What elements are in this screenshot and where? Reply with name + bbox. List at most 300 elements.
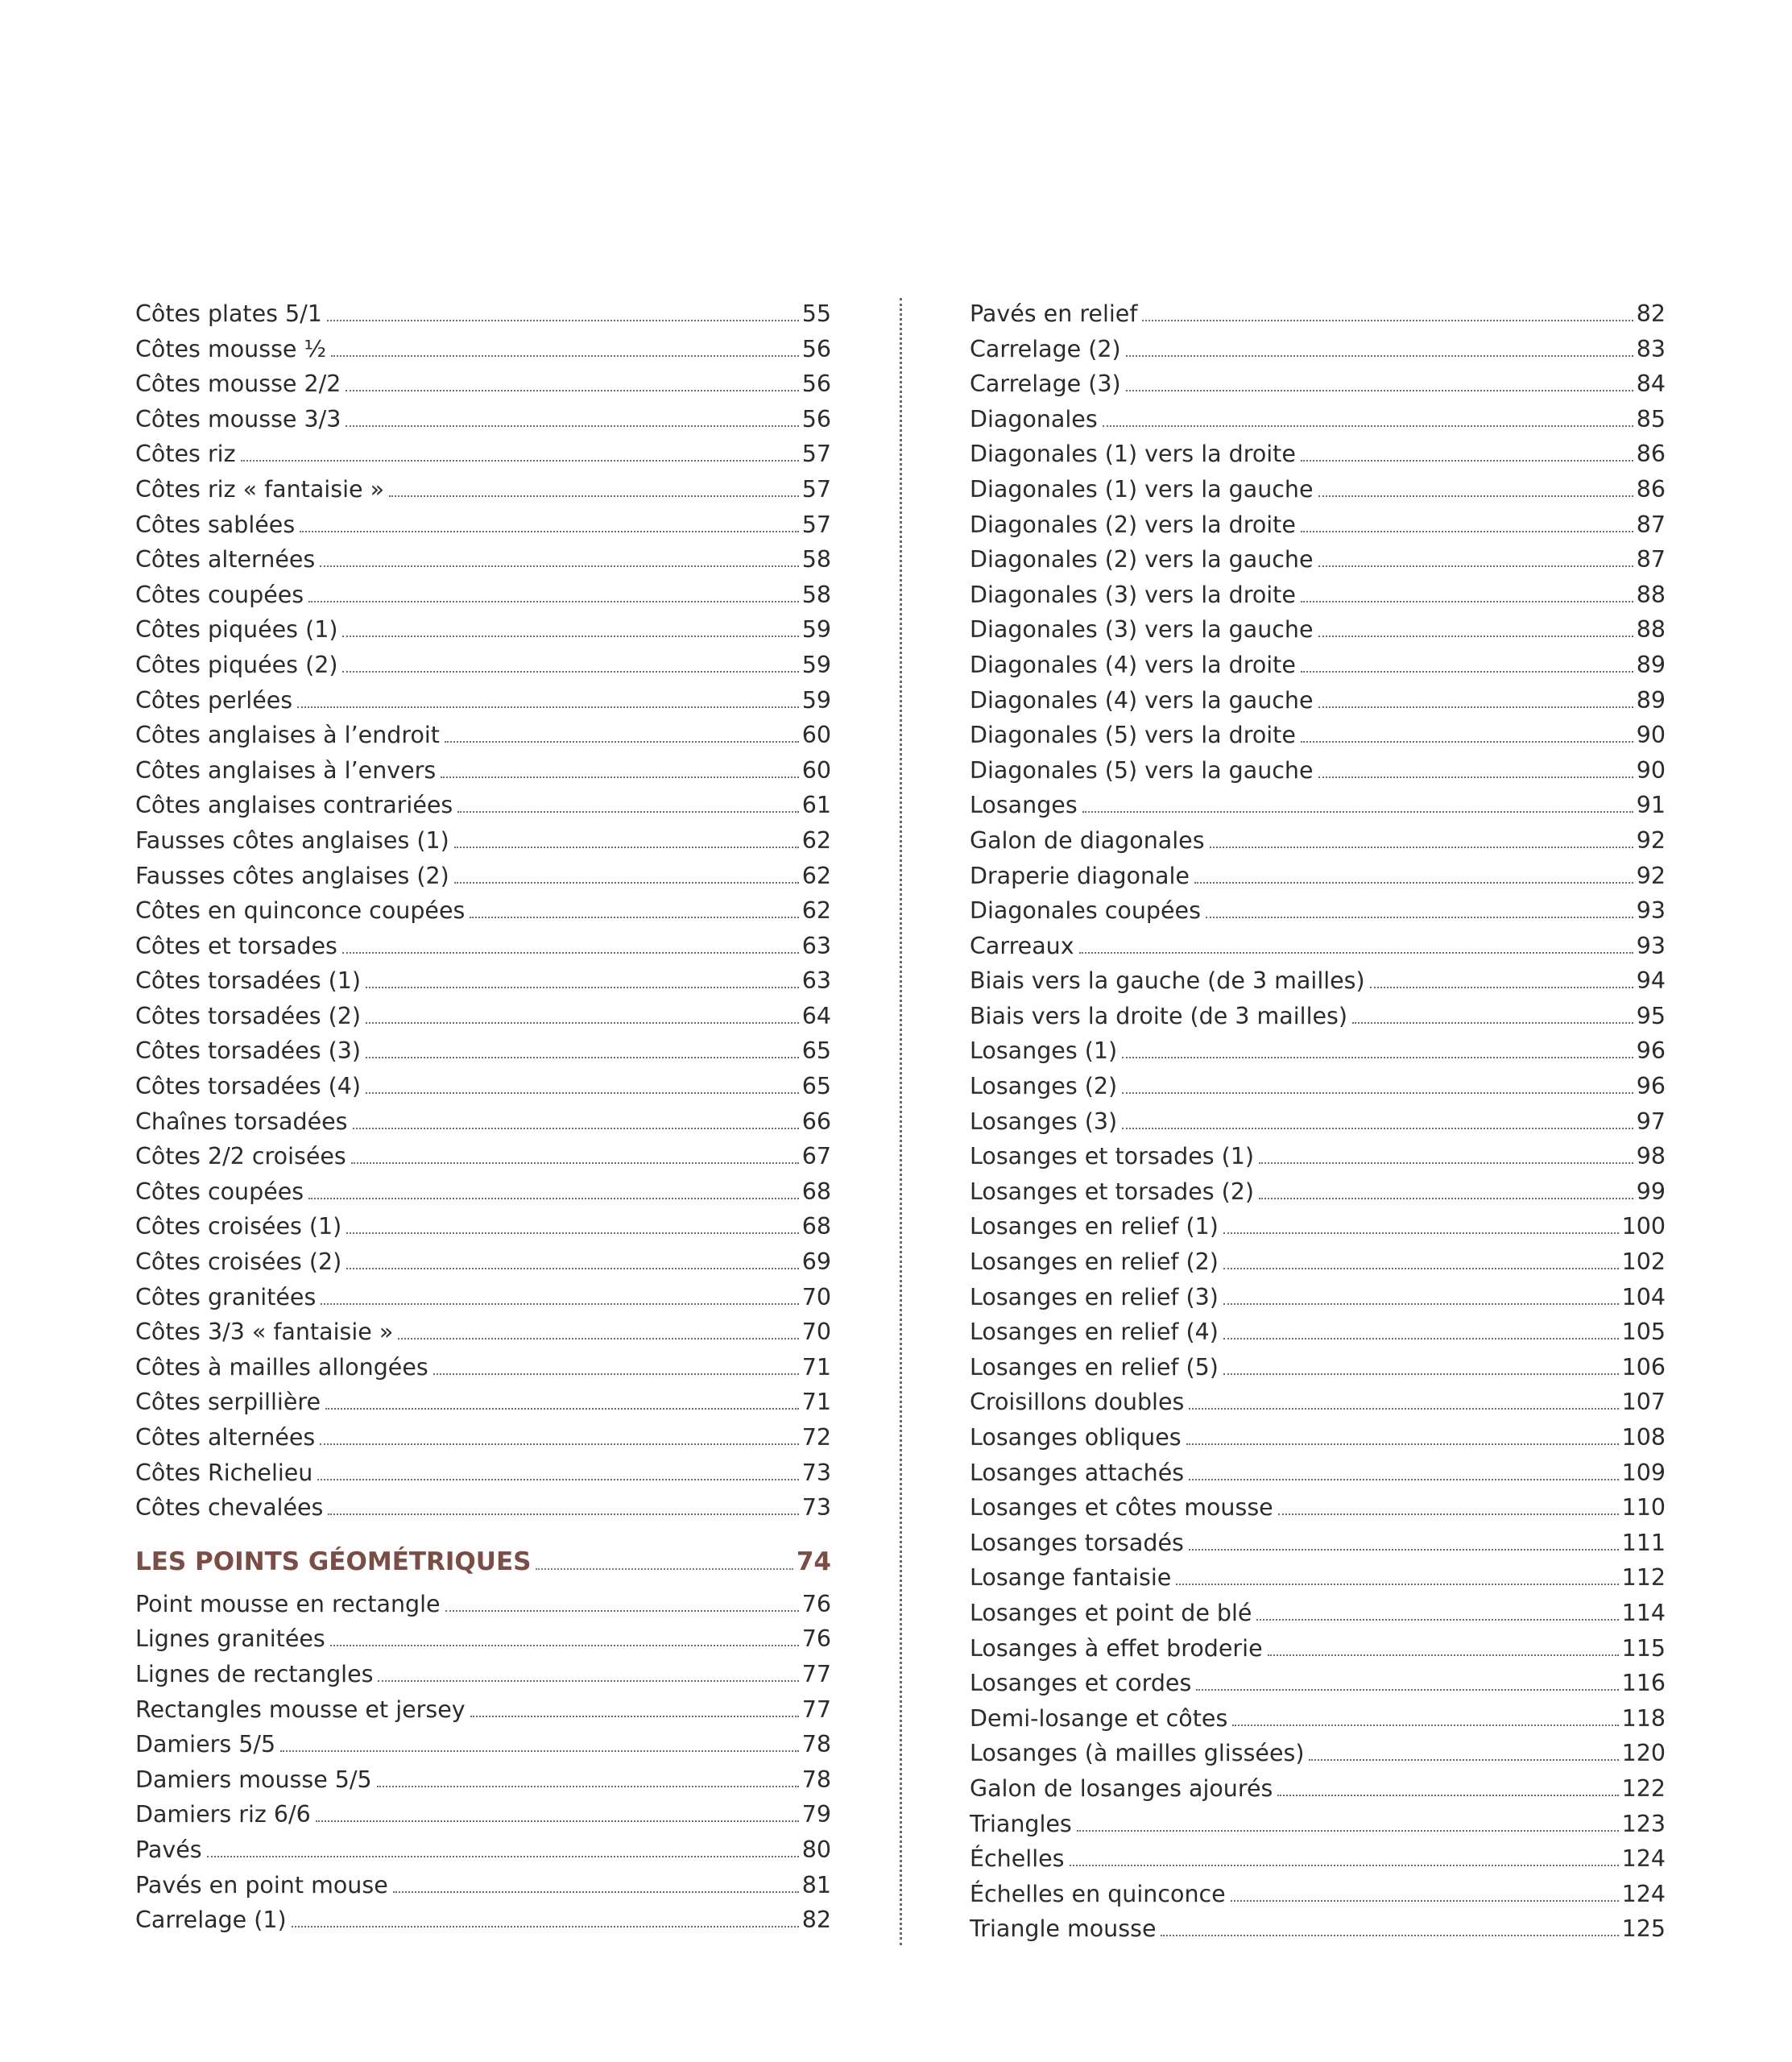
dot-leader [331,355,799,357]
toc-entry-title: Biais vers la gauche (de 3 mailles) [970,967,1365,995]
toc-entry-page: 73 [801,1494,831,1522]
toc-entry-title: Échelles en quinconce [970,1880,1226,1907]
toc-entry-page: 76 [801,1590,831,1617]
toc-entry-page: 120 [1621,1740,1666,1767]
toc-entry-page: 87 [1636,511,1666,538]
dot-leader [1231,1900,1619,1902]
toc-entry[interactable] [970,1596,1666,1631]
toc-entry-title: Losanges et côtes mousse [970,1494,1273,1522]
toc-entry[interactable] [135,963,831,999]
toc-entry-page: 83 [1636,335,1666,362]
toc-entry-page: 96 [1636,1073,1666,1100]
toc-entry-title: Pavés [135,1836,202,1863]
dot-leader [1122,1092,1633,1094]
toc-entry-page: 124 [1621,1880,1666,1907]
dot-leader [1103,425,1633,427]
toc-entry-title: Pavés en relief [970,300,1138,327]
toc-entry-title: Diagonales [970,405,1098,433]
toc-entry-page: 100 [1621,1213,1666,1240]
toc-entry-page: 70 [801,1283,831,1310]
toc-entry[interactable] [135,1209,831,1244]
toc-entry[interactable] [970,1490,1666,1526]
toc-entry[interactable] [970,542,1666,578]
dot-leader [317,1479,798,1480]
toc-entry-page: 86 [1636,441,1666,468]
toc-entry[interactable] [135,612,831,648]
toc-entry[interactable] [135,823,831,859]
toc-entry-page: 59 [801,616,831,644]
dot-leader [1189,1479,1618,1480]
dot-leader [1370,987,1633,988]
toc-entry-page: 112 [1621,1564,1666,1592]
dot-leader [366,1057,799,1058]
toc-entry[interactable] [970,1877,1666,1912]
toc-entry-title: Losanges en relief (3) [970,1283,1219,1310]
dot-leader [1189,1549,1619,1551]
dot-leader [320,1443,798,1445]
toc-entry[interactable] [135,1762,831,1798]
toc-entry-page: 87 [1636,546,1666,573]
toc-entry[interactable] [970,753,1666,789]
toc-list [135,1587,831,1938]
toc-entry-page: 111 [1621,1529,1666,1556]
toc-entry-page: 65 [801,1037,831,1065]
toc-entry[interactable] [970,1841,1666,1877]
dot-leader [454,882,799,884]
toc-entry[interactable] [135,718,831,753]
toc-entry-title: Losanges et torsades (2) [970,1178,1255,1205]
toc-entry[interactable] [135,893,831,929]
dot-leader [1122,1128,1633,1129]
toc-entry[interactable] [970,1631,1666,1667]
toc-entry[interactable] [970,1385,1666,1420]
dot-leader [1259,1198,1633,1199]
dot-leader [321,1303,798,1305]
dot-leader [454,847,799,848]
toc-entry-page: 123 [1621,1810,1666,1837]
dot-leader [377,1786,799,1787]
toc-entry-title: Diagonales (5) vers la gauche [970,756,1314,784]
dot-leader [1223,1373,1619,1375]
toc-entry-title: Carrelage (3) [970,371,1121,398]
toc-entry[interactable] [135,1244,831,1280]
toc-entry[interactable] [970,472,1666,507]
toc-entry-title: Losanges en relief (4) [970,1319,1219,1346]
toc-entry[interactable] [135,1490,831,1526]
toc-entry-title: Côtes riz « fantaisie » [135,475,385,503]
toc-entry-title: Croisillons doubles [970,1389,1185,1416]
toc-entry-title: Losanges et torsades (1) [970,1143,1255,1170]
toc-entry-title: Côtes riz [135,441,236,468]
dot-leader [351,1162,799,1164]
toc-entry-title: Carreaux [970,932,1074,959]
toc-entry-title: Côtes serpillière [135,1389,321,1416]
toc-entry[interactable] [135,1104,831,1140]
toc-entry[interactable] [970,1033,1666,1069]
toc-entry-page: 110 [1621,1494,1666,1522]
toc-entry-title: Diagonales (2) vers la gauche [970,546,1314,573]
toc-entry-page: 60 [801,756,831,784]
toc-entry-title: Côtes 2/2 croisées [135,1143,346,1170]
toc-entry-title: Carrelage (2) [970,335,1121,362]
toc-entry[interactable] [970,1666,1666,1701]
toc-entry-page: 68 [801,1178,831,1205]
toc-entry-title: Côtes Richelieu [135,1459,313,1486]
toc-entry-title: Losanges torsadés [970,1529,1184,1556]
toc-entry-title: Diagonales (5) vers la droite [970,722,1296,749]
dot-leader [327,320,799,321]
toc-entry-title: Côtes 3/3 « fantaisie » [135,1319,394,1346]
toc-entry-title: Côtes torsadées (3) [135,1037,362,1065]
toc-entry-title: Côtes chevalées [135,1494,324,1522]
toc-entry-page: 95 [1636,1002,1666,1029]
toc-entry[interactable] [970,718,1666,753]
toc-entry-page: 82 [801,1907,831,1934]
toc-list [135,296,831,1526]
dot-leader [441,776,799,778]
dot-leader [1210,847,1633,848]
toc-entry[interactable] [135,788,831,823]
toc-entry-page: 81 [801,1871,831,1898]
toc-entry-title: Diagonales (4) vers la droite [970,651,1296,678]
dot-leader [330,1645,799,1646]
toc-entry[interactable] [970,1209,1666,1244]
toc-entry-page: 108 [1621,1424,1666,1451]
toc-entry[interactable] [135,1174,831,1210]
toc-entry-page: 58 [801,546,831,573]
toc-entry[interactable] [135,507,831,543]
toc-entry[interactable] [135,999,831,1034]
section-heading[interactable] [135,1540,831,1584]
toc-entry-title: Côtes croisées (2) [135,1248,342,1276]
toc-entry-title: Côtes coupées [135,581,304,608]
dot-leader [308,601,799,602]
toc-entry-page: 57 [801,511,831,538]
toc-entry-title: Carrelage (1) [135,1907,287,1934]
dot-leader [389,495,799,497]
toc-entry[interactable] [135,402,831,437]
toc-entry-page: 62 [801,862,831,889]
toc-entry[interactable] [135,1139,831,1174]
toc-entry-title: Fausses côtes anglaises (1) [135,826,449,854]
toc-entry[interactable] [970,296,1666,332]
toc-entry-page: 104 [1621,1283,1666,1310]
dot-leader [320,565,798,567]
toc-entry[interactable] [135,1350,831,1385]
toc-entry[interactable] [970,1771,1666,1807]
toc-entry[interactable] [135,1832,831,1868]
toc-entry[interactable] [135,753,831,789]
toc-entry[interactable] [970,1701,1666,1737]
toc-entry[interactable] [970,1315,1666,1350]
dot-leader [328,1513,798,1515]
dot-leader [297,706,799,708]
dot-leader [1079,952,1633,954]
toc-entry[interactable] [970,1350,1666,1385]
toc-entry[interactable] [970,788,1666,823]
toc-entry-title: Diagonales (3) vers la droite [970,581,1296,608]
toc-entry-title: Draperie diagonale [970,862,1190,889]
dot-leader [366,1022,799,1024]
dot-leader [1352,1022,1633,1024]
dot-leader [1301,671,1633,673]
toc-entry[interactable] [970,1455,1666,1491]
dot-leader [536,1568,793,1570]
dot-leader [1206,917,1633,918]
toc-entry-page: 56 [801,371,831,398]
toc-entry-title: Losanges en relief (1) [970,1213,1219,1240]
toc-entry[interactable] [135,296,831,332]
toc-list [970,296,1666,1947]
toc-entry[interactable] [970,507,1666,543]
toc-entry-page: 76 [801,1625,831,1653]
toc-entry-page: 97 [1636,1108,1666,1135]
toc-entry-title: Damiers 5/5 [135,1731,276,1758]
dot-leader [1309,1759,1618,1761]
toc-entry[interactable] [135,1069,831,1104]
column-divider [900,298,902,1945]
dot-leader [1256,1619,1618,1621]
toc-entry-page: 78 [801,1731,831,1758]
toc-entry[interactable] [970,578,1666,613]
toc-entry-title: Losanges obliques [970,1424,1182,1451]
toc-entry[interactable] [135,542,831,578]
toc-entry[interactable] [970,1244,1666,1280]
toc-entry[interactable] [970,893,1666,929]
toc-entry-page: 63 [801,932,831,959]
dot-leader [342,636,798,637]
toc-entry-title: Côtes alternées [135,1424,316,1451]
dot-leader [1122,1057,1633,1058]
toc-entry[interactable] [135,1420,831,1455]
toc-entry-title: Losange fantaisie [970,1564,1172,1592]
toc-entry-page: 118 [1621,1704,1666,1732]
toc-entry[interactable] [135,1692,831,1728]
toc-entry-title: Damiers riz 6/6 [135,1801,311,1828]
toc-entry[interactable] [970,963,1666,999]
dot-leader [1301,460,1633,462]
toc-entry[interactable] [970,612,1666,648]
toc-entry[interactable] [970,437,1666,472]
dot-leader [353,1128,799,1129]
toc-entry-page: 105 [1621,1319,1666,1346]
toc-entry-title: Pavés en point mouse [135,1871,388,1898]
toc-entry-page: 55 [801,300,831,327]
toc-entry[interactable] [970,1807,1666,1842]
toc-entry-title: Côtes perlées [135,686,293,714]
toc-entry[interactable] [970,402,1666,437]
toc-entry-title: Diagonales (2) vers la droite [970,511,1296,538]
toc-entry[interactable] [135,1385,831,1420]
toc-entry[interactable] [135,1797,831,1832]
toc-entry[interactable] [970,1104,1666,1140]
toc-entry-title: Losanges à effet broderie [970,1634,1263,1662]
toc-entry-page: 67 [801,1143,831,1170]
toc-entry-title: Côtes piquées (2) [135,651,338,678]
toc-entry-title: Côtes torsadées (4) [135,1073,362,1100]
toc-entry[interactable] [970,366,1666,402]
toc-entry-title: Diagonales (3) vers la gauche [970,616,1314,644]
toc-entry[interactable] [970,648,1666,683]
toc-entry-title: Côtes croisées (1) [135,1213,342,1240]
toc-entry-page: 125 [1621,1915,1666,1943]
toc-entry-page: 99 [1636,1178,1666,1205]
toc-entry[interactable] [970,823,1666,859]
toc-entry-page: 88 [1636,616,1666,644]
toc-entry-title: Côtes torsadées (2) [135,1002,362,1029]
dot-leader [1223,1268,1619,1269]
dot-leader [1223,1303,1619,1305]
dot-leader [346,390,798,391]
toc-entry[interactable] [135,1621,831,1657]
toc-entry[interactable] [970,1736,1666,1771]
toc-entry-page: 56 [801,405,831,433]
toc-entry[interactable] [135,929,831,964]
toc-entry[interactable] [135,1033,831,1069]
toc-entry[interactable] [970,1911,1666,1947]
dot-leader [1318,706,1633,708]
toc-entry[interactable] [970,1420,1666,1455]
toc-entry-title: Lignes de rectangles [135,1660,374,1687]
dot-leader [292,1926,799,1927]
toc-entry-title: Côtes anglaises contrariées [135,792,453,819]
toc-entry-page: 62 [801,826,831,854]
dot-leader [308,1198,799,1199]
dot-leader [1161,1935,1618,1936]
toc-entry-page: 89 [1636,651,1666,678]
dot-leader [1318,495,1633,497]
toc-entry-page: 98 [1636,1143,1666,1170]
toc-entry-title: Losanges et point de blé [970,1599,1252,1626]
toc-entry[interactable] [970,1174,1666,1210]
toc-entry-title: Fausses côtes anglaises (2) [135,862,449,889]
toc-entry[interactable] [970,1069,1666,1104]
dot-leader [1318,565,1633,567]
toc-entry-title: Côtes anglaises à l’envers [135,756,437,784]
dot-leader [1277,1795,1618,1796]
toc-entry-page: 59 [801,686,831,714]
dot-leader [1318,776,1633,778]
section-heading-title: LES POINTS GÉOMÉTRIQUES [135,1546,532,1576]
toc-entry-page: 69 [801,1248,831,1276]
toc-entry-page: 77 [801,1696,831,1723]
toc-entry[interactable] [970,1526,1666,1561]
dot-leader [1082,811,1633,813]
toc-entry[interactable] [135,1727,831,1762]
toc-entry-page: 93 [1636,932,1666,959]
toc-entry[interactable] [970,999,1666,1034]
toc-entry-page: 109 [1621,1459,1666,1486]
toc-entry[interactable] [970,1139,1666,1174]
toc-entry[interactable] [135,859,831,894]
toc-entry-title: Losanges en relief (2) [970,1248,1219,1276]
toc-entry-page: 89 [1636,686,1666,714]
dot-leader [1318,636,1633,637]
toc-entry[interactable] [970,683,1666,718]
dot-leader [342,952,799,954]
toc-entry[interactable] [135,1315,831,1350]
toc-entry-page: 78 [801,1766,831,1793]
dot-leader [300,531,799,532]
toc-entry-page: 56 [801,335,831,362]
toc-entry[interactable] [135,648,831,683]
toc-entry[interactable] [970,859,1666,894]
toc-entry-page: 102 [1621,1248,1666,1276]
dot-leader [393,1891,799,1893]
dot-leader [1232,1725,1618,1726]
toc-entry-page: 84 [1636,371,1666,398]
toc-entry-title: Galon de losanges ajourés [970,1774,1273,1802]
toc-entry-title: Côtes anglaises à l’endroit [135,722,440,749]
toc-entry[interactable] [970,929,1666,964]
toc-entry[interactable] [135,1903,831,1938]
toc-entry-title: Losanges et cordes [970,1670,1192,1697]
dot-leader [378,1680,798,1682]
toc-entry[interactable] [135,1587,831,1622]
toc-entry-page: 114 [1621,1599,1666,1626]
toc-entry-page: 80 [801,1836,831,1863]
toc-entry-title: Côtes en quinconce coupées [135,897,466,925]
toc-entry-page: 90 [1636,756,1666,784]
toc-entry-title: Lignes granitées [135,1625,325,1653]
toc-entry[interactable] [135,332,831,367]
toc-entry-page: 73 [801,1459,831,1486]
toc-entry-page: 115 [1621,1634,1666,1662]
dot-leader [1070,1865,1619,1866]
toc-entry[interactable] [135,1868,831,1903]
toc-entry-title: Côtes mousse 2/2 [135,371,341,398]
toc-entry[interactable] [135,1455,831,1491]
toc-entry-title: Losanges en relief (5) [970,1353,1219,1381]
toc-entry-page: 59 [801,651,831,678]
toc-entry[interactable] [135,1657,831,1692]
toc-entry-title: Losanges attachés [970,1459,1185,1486]
toc-entry-page: 58 [801,581,831,608]
dot-leader [457,811,798,813]
section-heading-page: 74 [796,1546,831,1576]
dot-leader [1126,390,1633,391]
toc-entry-page: 61 [801,792,831,819]
toc-entry[interactable] [135,1280,831,1315]
toc-entry-page: 122 [1621,1774,1666,1802]
toc-entry-page: 57 [801,441,831,468]
toc-entry[interactable] [970,1280,1666,1315]
dot-leader [398,1338,798,1339]
toc-entry-title: Chaînes torsadées [135,1108,348,1135]
toc-entry-page: 70 [801,1319,831,1346]
toc-entry[interactable] [135,578,831,613]
dot-leader [1301,531,1633,532]
toc-entry-title: Galon de diagonales [970,826,1205,854]
toc-entry-title: Côtes sablées [135,511,296,538]
toc-entry-title: Losanges [970,792,1078,819]
dot-leader [445,741,799,743]
toc-entry-page: 92 [1636,826,1666,854]
toc-entry-page: 77 [801,1660,831,1687]
toc-entry[interactable] [135,683,831,718]
dot-leader [346,1268,798,1269]
toc-entry-page: 116 [1621,1670,1666,1697]
toc-entry[interactable] [135,366,831,402]
dot-leader [325,1408,799,1410]
toc-entry[interactable] [135,472,831,507]
dot-leader [366,1092,799,1094]
toc-entry[interactable] [970,1560,1666,1596]
toc-entry[interactable] [970,332,1666,367]
toc-entry-page: 91 [1636,792,1666,819]
toc-entry[interactable] [135,437,831,472]
toc-entry-title: Côtes mousse ½ [135,335,327,362]
